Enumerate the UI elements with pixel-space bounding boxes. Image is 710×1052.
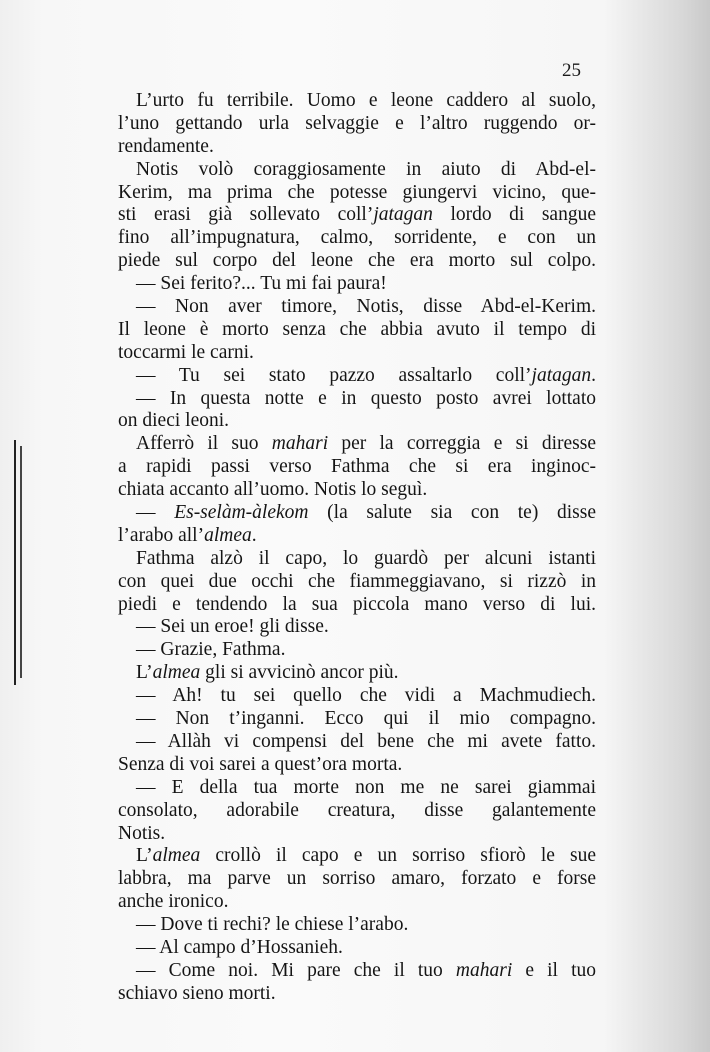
text-line: L’urto fu terribile. Uomo e leone caddero al suolo, [136, 90, 596, 111]
text-line: toccarmi le carni. [118, 341, 254, 363]
text-line: — E della tua morte non me ne sarei giammai [136, 776, 596, 798]
text-line: con quei due occhi che fiammeggiavano, si rizzò in [118, 570, 596, 592]
binding-mark [14, 440, 16, 685]
text-line: anche ironico. [118, 891, 229, 913]
text-line: — Grazie, Fathma. [136, 639, 286, 661]
text-line: chiata accanto all’uomo. Notis lo seguì. [118, 479, 428, 501]
text-line: Afferrò il suo mahari per la correggia e si diresse [136, 433, 596, 455]
text-line: Notis volò coraggiosamente in aiuto di Abd-el- [136, 158, 596, 180]
text-line: sti erasi già sollevato coll’jatagan lordo di sangue [118, 204, 596, 226]
text-line: — Ah! tu sei quello che vidi a Machmudiech. [136, 685, 596, 707]
text-line: Kerim, ma prima che potesse giungervi vicino, que- [118, 181, 596, 203]
text-line: l’uno gettando urla selvaggie e l’altro ruggendo or- [118, 112, 596, 134]
text-line: L’almea crollò il capo e un sorriso sfiorò le sue [136, 845, 596, 867]
text-line: — Es-selàm-àlekom (la salute sia con te) disse [136, 502, 597, 524]
text-line: — Sei ferito?... Tu mi fai paura! [136, 273, 387, 295]
text-line: piede sul corpo del leone che era morto sul colpo. [118, 250, 596, 272]
text-line: Senza di voi sarei a quest’ora morta. [118, 753, 403, 775]
text-line: schiavo sieno morti. [118, 982, 276, 1004]
page-number: 25 [562, 60, 581, 81]
text-line: — Dove ti rechi? le chiese l’arabo. [136, 914, 409, 936]
text-line: — Come noi. Mi pare che il tuo mahari e il tuo [136, 959, 596, 981]
text-line: fino all’impugnatura, calmo, sorridente, e con un [118, 227, 596, 249]
text-line: piedi e tendendo la sua piccola mano verso di lui. [118, 593, 596, 615]
body-text [118, 90, 596, 1006]
text-line: a rapidi passi verso Fathma che si era inginoc- [118, 456, 596, 478]
text-line: Fathma alzò il capo, lo guardò per alcuni istanti [136, 547, 596, 569]
text-line: l’arabo all’almea. [118, 524, 257, 546]
binding-mark [20, 446, 22, 678]
text-line: on dieci leoni. [118, 410, 230, 432]
text-line: consolato, adorabile creatura, disse galantemente [118, 799, 596, 821]
text-line: — In questa notte e in questo posto avrei lottato [136, 387, 596, 409]
text-line: — Non t’inganni. Ecco qui il mio compagno. [136, 708, 596, 730]
text-line: L’almea gli si avvicinò ancor più. [136, 662, 399, 684]
text-line: — Non aver timore, Notis, disse Abd-el-Kerim. [136, 296, 596, 318]
text-line: — Al campo d’Hossanieh. [136, 936, 343, 958]
text-line: rendamente. [118, 135, 214, 157]
text-line: — Allàh vi compensi del bene che mi avete fatto. [136, 730, 596, 752]
text-line: labbra, ma parve un sorriso amaro, forzato e forse [118, 868, 596, 890]
text-line: Il leone è morto senza che abbia avuto il tempo di [118, 318, 596, 340]
text-line: — Tu sei stato pazzo assaltarlo coll’jatagan. [136, 364, 596, 386]
text-line: — Sei un eroe! gli disse. [136, 616, 329, 638]
text-line: Notis. [118, 822, 166, 844]
